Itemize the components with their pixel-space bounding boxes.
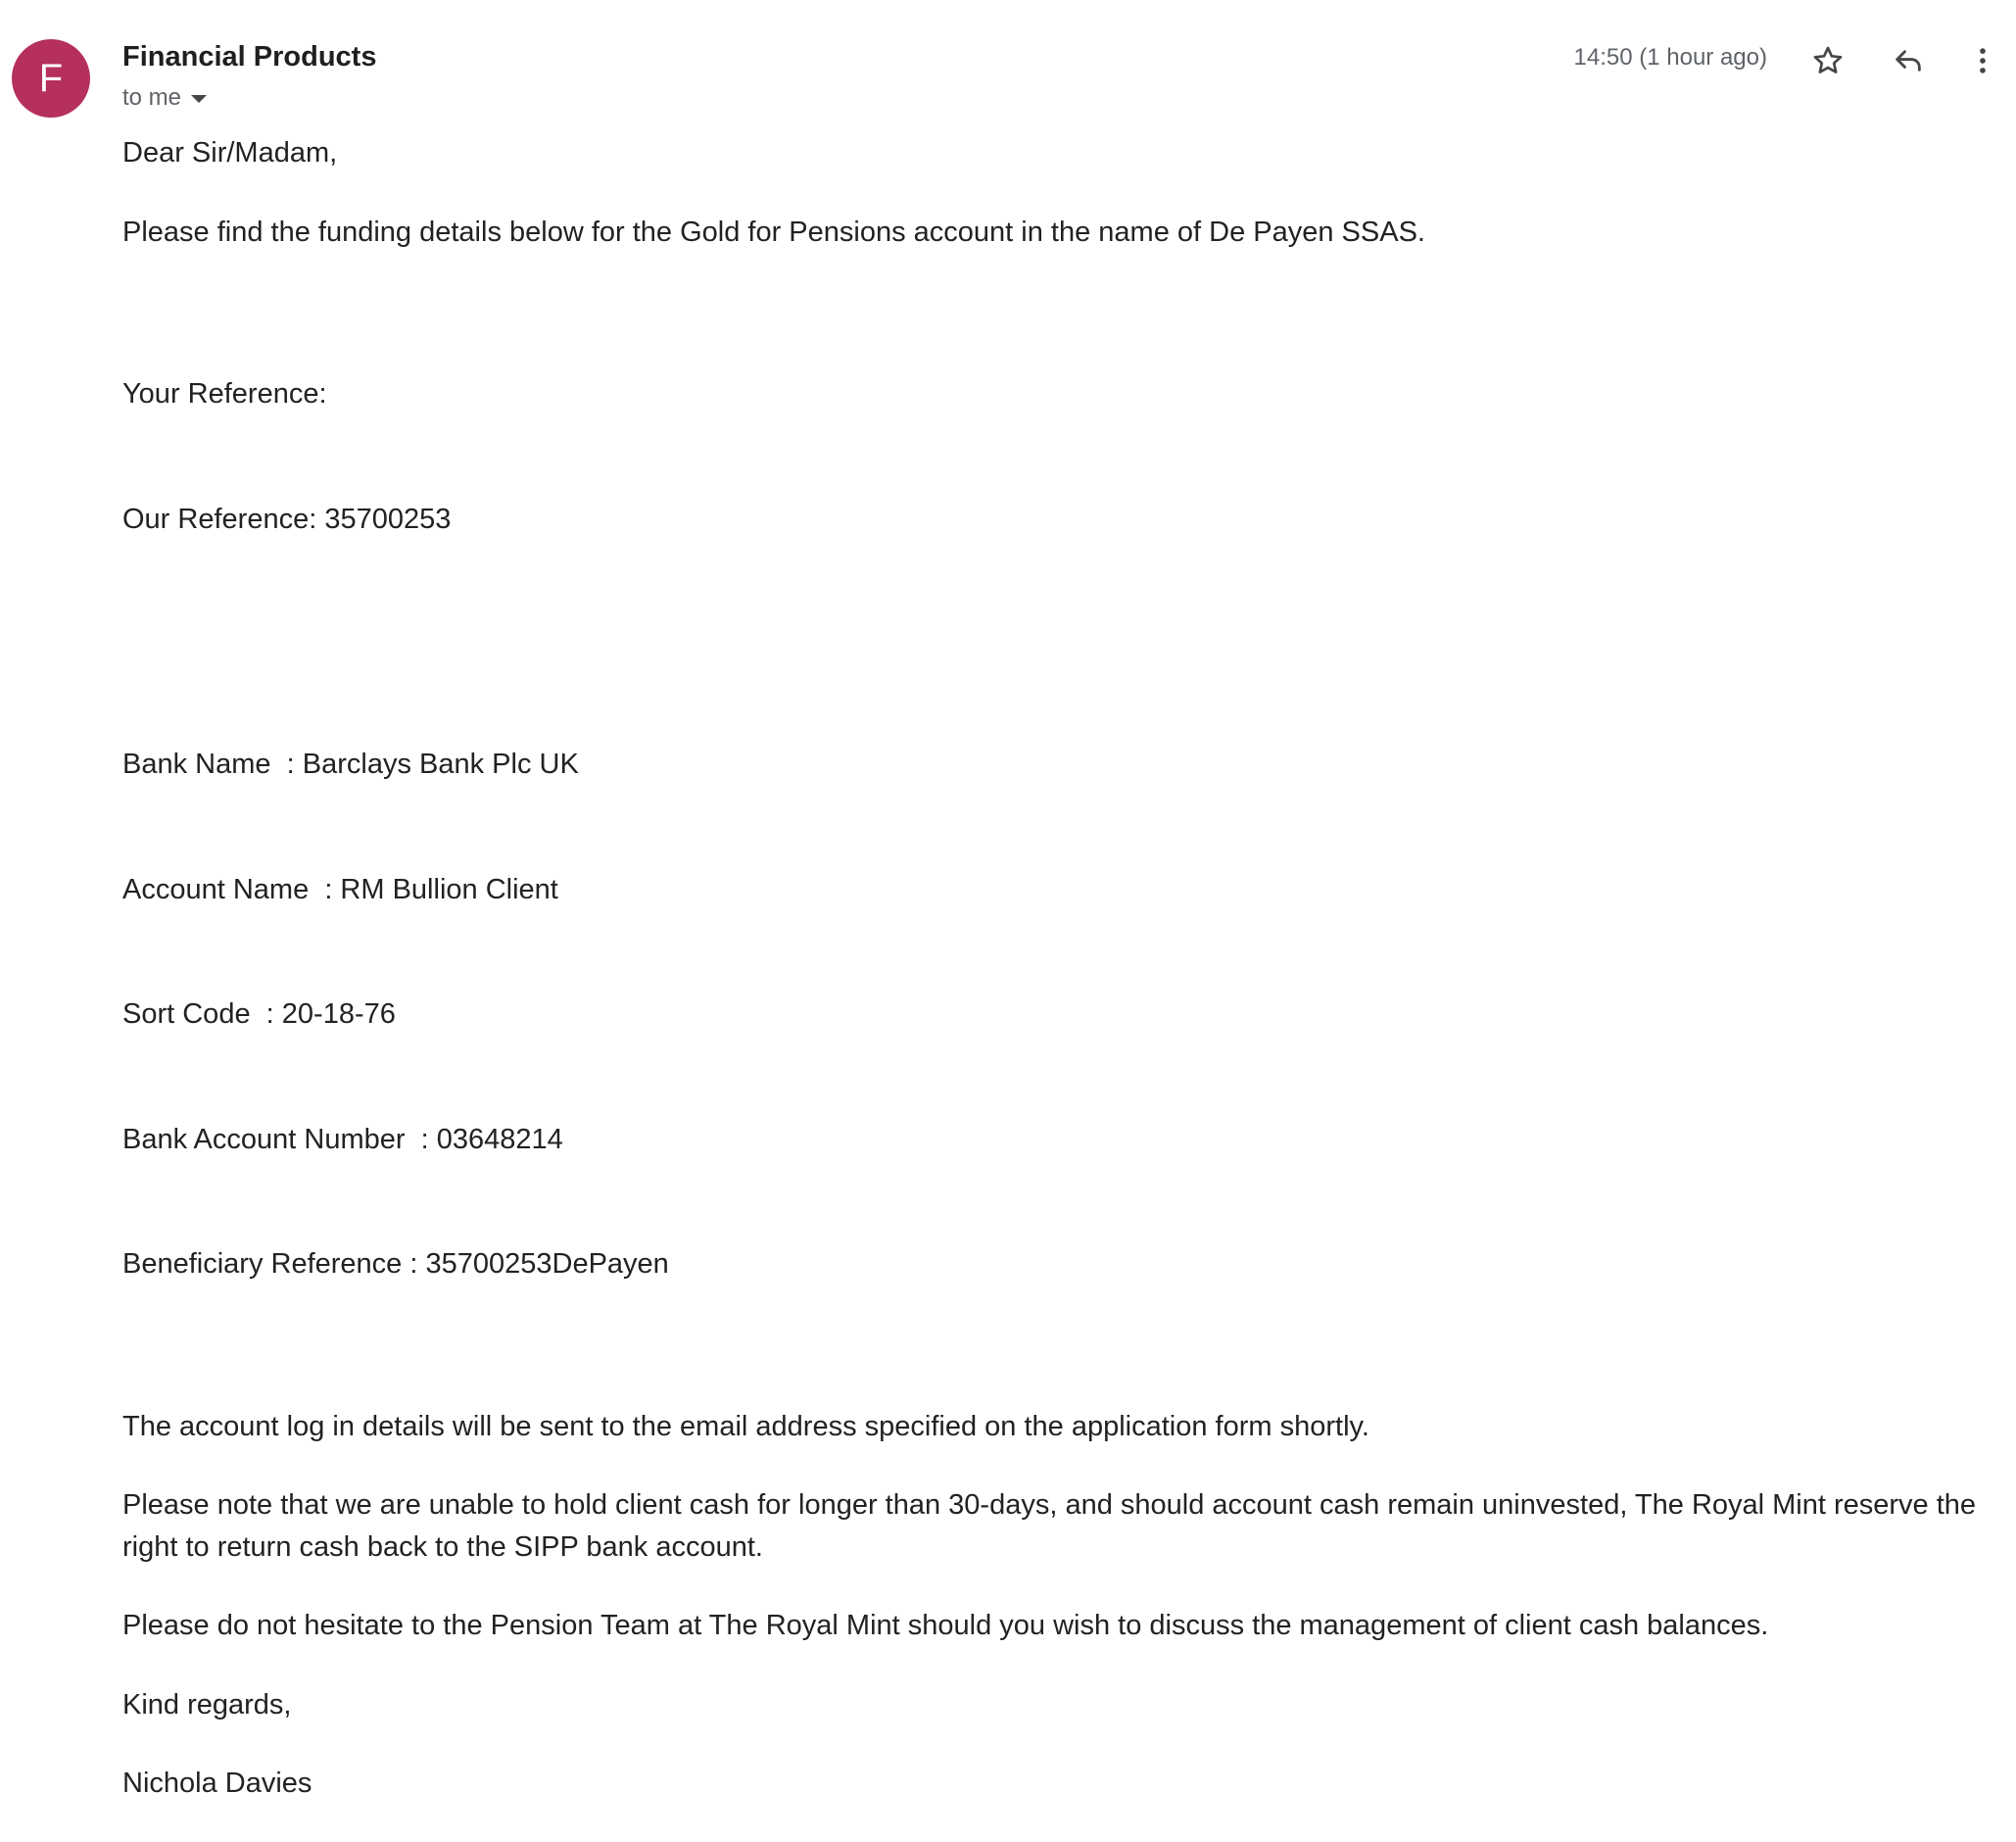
greeting: Dear Sir/Madam, — [122, 137, 338, 169]
cash-note: Please note that we are unable to hold client cash for longer than 30-days, and should account cash remain uninvested, The Royal Mint reserve the right to return cash back to the SIPP bank account. — [122, 1489, 1985, 1563]
reply-button[interactable] — [1885, 37, 1932, 84]
references-block — [122, 290, 1984, 623]
recipient-details-toggle[interactable] — [122, 84, 207, 112]
signature: Nichola Davies — [122, 1768, 312, 1799]
bank-name: Bank Name : Barclays Bank Plc UK — [122, 749, 579, 780]
star-icon — [1811, 44, 1845, 77]
recipient-label: to me — [122, 84, 182, 111]
account-name: Account Name : RM Bullion Client — [122, 873, 558, 905]
sort-code: Sort Code : 20-18-76 — [122, 998, 396, 1030]
your-reference: Your Reference: — [122, 378, 327, 410]
message-timestamp: 14:50 (1 hour ago) — [1573, 44, 1767, 71]
star-button[interactable] — [1804, 37, 1851, 84]
contact-note: Please do not hesitate to the Pension Team at The Royal Mint should you wish to discuss the management of client cash balances. — [122, 1610, 1769, 1641]
more-options-button[interactable] — [1959, 37, 2006, 84]
more-vertical-icon — [1966, 44, 1999, 77]
message-body — [122, 132, 1984, 1842]
intro-paragraph: Please find the funding details below for the Gold for Pensions account in the name of De Payen SSAS. — [122, 216, 1425, 248]
beneficiary-reference: Beneficiary Reference : 35700253DePayen — [122, 1248, 669, 1280]
reply-icon — [1892, 44, 1925, 77]
chevron-down-icon — [191, 95, 207, 103]
account-number: Bank Account Number : 03648214 — [122, 1123, 563, 1155]
closing: Kind regards, — [122, 1688, 292, 1721]
sender-avatar[interactable] — [12, 39, 90, 118]
login-note: The account log in details will be sent to the email address specified on the application form shortly. — [122, 1410, 1369, 1442]
our-reference: Our Reference: 35700253 — [122, 503, 452, 535]
sender-name[interactable]: Financial Products — [122, 41, 377, 73]
avatar-initial: F — [38, 56, 64, 100]
bank-details-block — [122, 660, 1984, 1369]
